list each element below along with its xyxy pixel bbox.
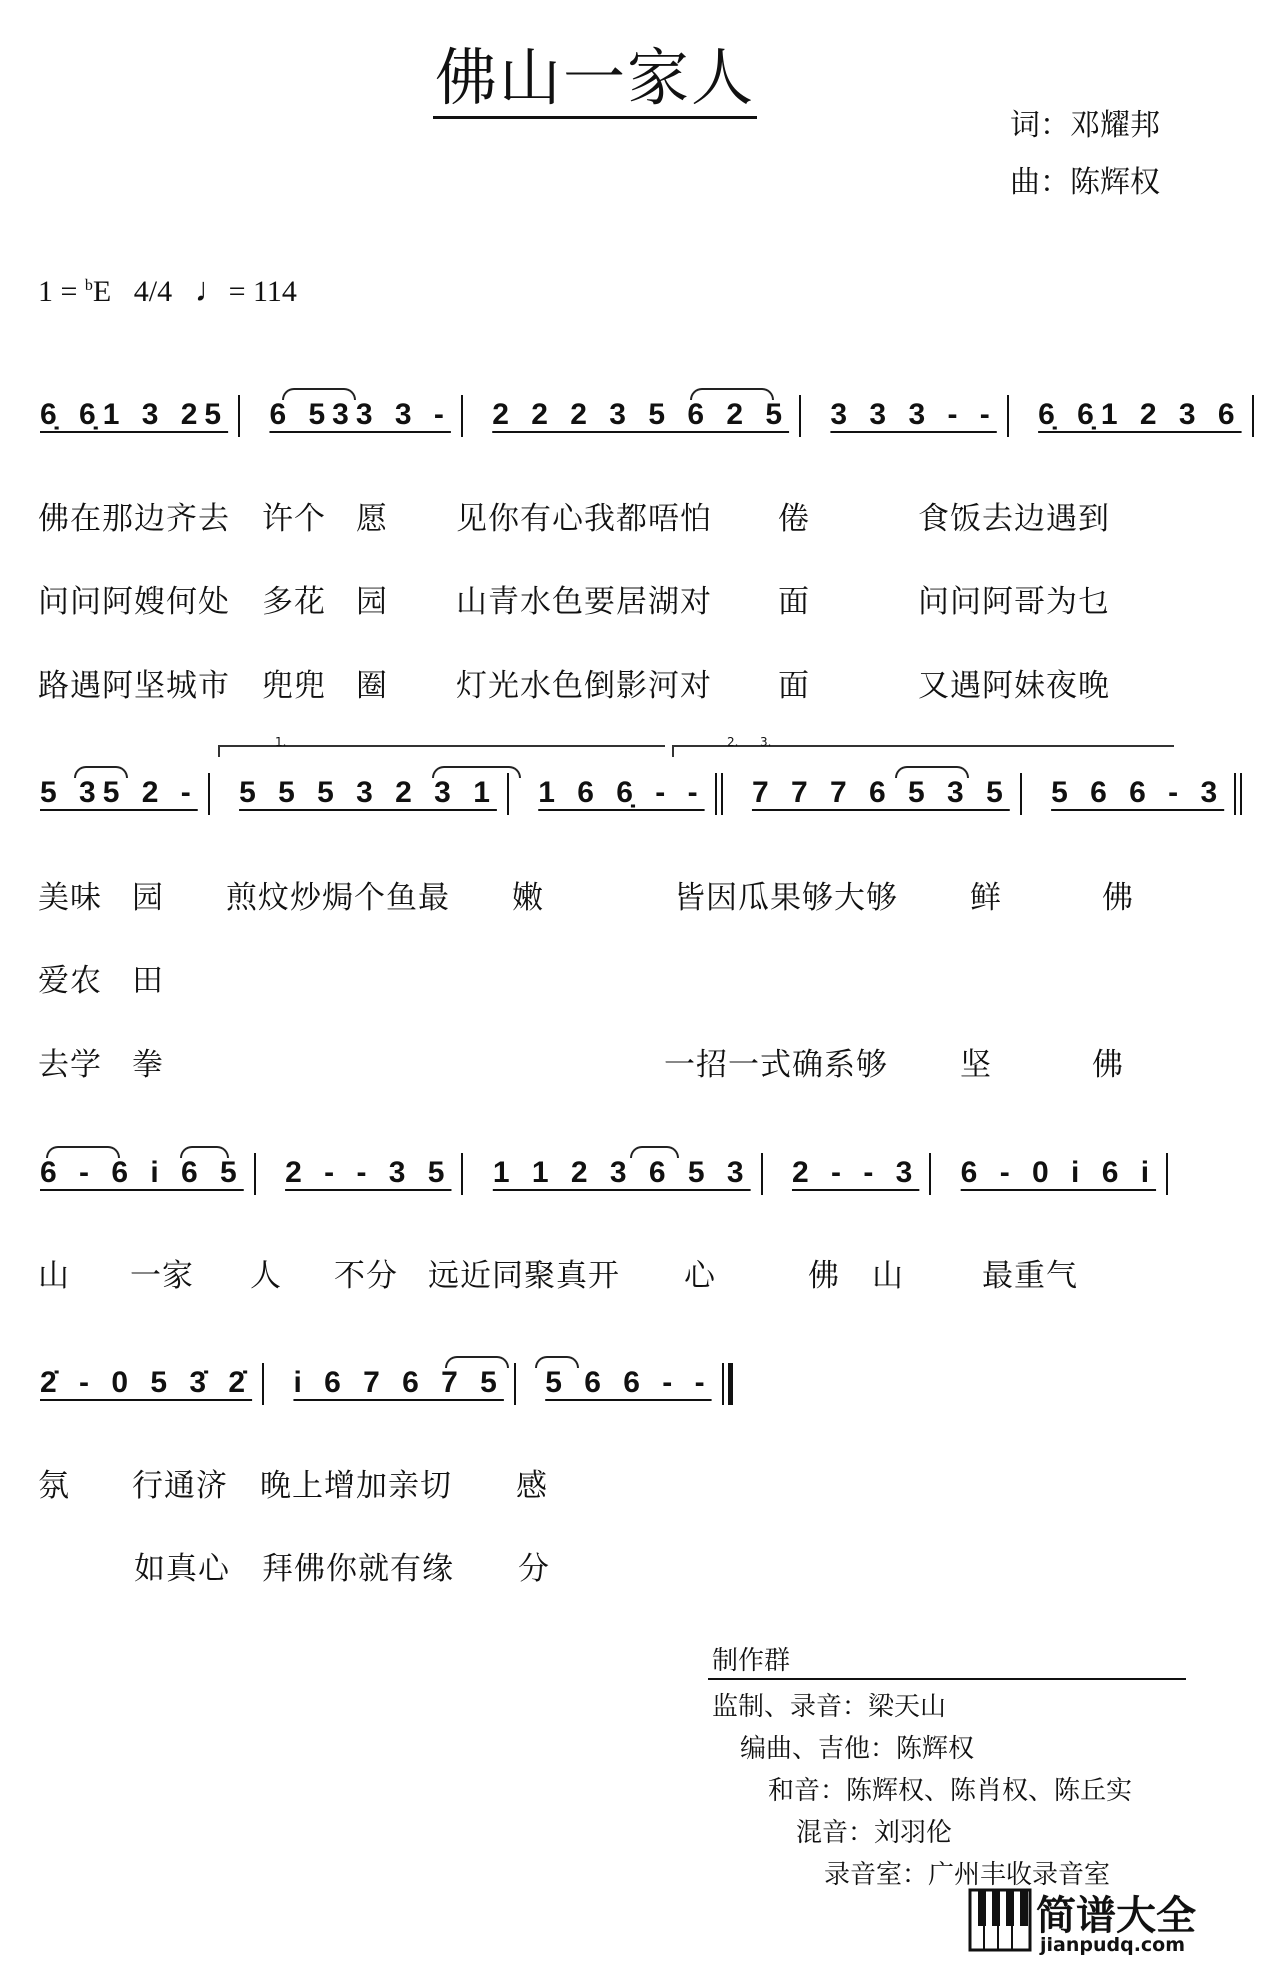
credits-header: 制作群 bbox=[712, 1646, 791, 1676]
credit-line: 混音：刘羽伦 bbox=[796, 1818, 953, 1848]
measure: 6 - 0 i 6 i bbox=[960, 1156, 1157, 1189]
measure: 5 6 6 - 3 bbox=[1051, 776, 1225, 809]
volta-bracket-2 bbox=[672, 745, 1174, 757]
logo-url: jianpudq.com bbox=[1040, 1934, 1186, 1956]
measure: 6̣ 6̣1 3 25 bbox=[40, 398, 229, 431]
measure: 7 7 7 6 5 3 5 bbox=[751, 776, 1010, 809]
lyric-row-2b: 爱农 田 bbox=[38, 963, 164, 999]
credit-line: 录音室：广州丰收录音室 bbox=[824, 1860, 1111, 1890]
lyric-row-2a: 美味 园 煎炆炒焗个鱼最 嫩 皆因瓜果够大够 鲜 佛 bbox=[38, 880, 1134, 916]
tie-mark bbox=[282, 388, 356, 400]
measure: 2 - - 3 bbox=[791, 1156, 920, 1189]
measure: 6 533 3 - bbox=[269, 398, 451, 431]
measure: 6 - 6 i 6 5 bbox=[40, 1156, 244, 1189]
notation-row-4 bbox=[40, 1363, 747, 1403]
measure: 5 35 2 - bbox=[40, 776, 198, 809]
logo-name: 简谱大全 bbox=[1036, 1893, 1196, 1939]
ending-label: 2. bbox=[727, 735, 739, 749]
ending-label: 1. bbox=[275, 735, 287, 749]
lyric-row-2c: 去学 拳 一招一式确系够 坚 佛 bbox=[38, 1047, 1124, 1083]
lyricist: 词：邓耀邦 bbox=[1010, 108, 1160, 143]
tie-mark bbox=[690, 388, 774, 400]
measure: 1 1 2 3 6 5 3 bbox=[492, 1156, 751, 1189]
credit-line: 监制、录音：梁天山 bbox=[712, 1692, 947, 1722]
measure: 2̇ - 0 5 3̇ 2̇ bbox=[40, 1366, 253, 1399]
measure: 1 6 6̣ - - bbox=[538, 776, 705, 809]
notation-row-1 bbox=[40, 395, 1268, 435]
tie-mark bbox=[630, 1146, 679, 1158]
lyric-row-3: 山 一家 人 不分 远近同聚真开 心 佛 山 最重气 bbox=[38, 1258, 1078, 1294]
key-signature: 1 = $^b$E 4/4 ♩= 114 bbox=[38, 272, 297, 309]
ending-label: 3. bbox=[760, 735, 772, 749]
measure: 5 5 5 3 2 3 1 bbox=[239, 776, 497, 809]
divider bbox=[708, 1678, 1186, 1680]
measure: 2 2 2 3 5 6 2 5 bbox=[492, 398, 790, 431]
lyric-row-1a: 佛在那边齐去 许个 愿 见你有心我都唔怕 倦 食饭去边遇到 bbox=[38, 501, 1110, 537]
tie-mark bbox=[535, 1356, 579, 1368]
piano-keys-icon bbox=[968, 1888, 1032, 1952]
measure: 5 6 6 - - bbox=[545, 1366, 712, 1399]
credit-line: 和音：陈辉权、陈肖权、陈丘实 bbox=[768, 1776, 1133, 1806]
lyric-row-4a: 氛 行通济 晚上增加亲切 感 bbox=[38, 1468, 548, 1504]
tie-mark bbox=[74, 766, 128, 778]
composer: 曲：陈辉权 bbox=[1010, 165, 1160, 200]
measure: 6̣ 6̣1 2 3 6 bbox=[1038, 398, 1242, 431]
tie-mark bbox=[432, 766, 521, 778]
lyric-row-1c: 路遇阿坚城市 兜兜 圈 灯光水色倒影河对 面 又遇阿妹夜晚 bbox=[38, 668, 1110, 704]
lyric-row-1b: 问问阿嫂何处 多花 园 山青水色要居湖对 面 问问阿哥为乜 bbox=[38, 584, 1110, 620]
notation-row-2 bbox=[40, 773, 1256, 813]
notation-row-3 bbox=[40, 1153, 1182, 1193]
measure: i 6 7 6 7 5 bbox=[293, 1366, 504, 1399]
song-title: 佛山一家人 bbox=[0, 28, 1190, 117]
measure: 3 3 3 - - bbox=[830, 398, 997, 431]
tie-mark bbox=[180, 1146, 229, 1158]
credit-line: 编曲、吉他：陈辉权 bbox=[740, 1734, 975, 1764]
tie-mark bbox=[895, 766, 969, 778]
quarter-note-icon: ♩ bbox=[194, 272, 229, 309]
lyric-row-4b: 如真心 拜佛你就有缘 分 bbox=[134, 1551, 550, 1587]
tie-mark bbox=[445, 1356, 509, 1368]
tie-mark bbox=[46, 1146, 120, 1158]
measure: 2 - - 3 5 bbox=[285, 1156, 452, 1189]
